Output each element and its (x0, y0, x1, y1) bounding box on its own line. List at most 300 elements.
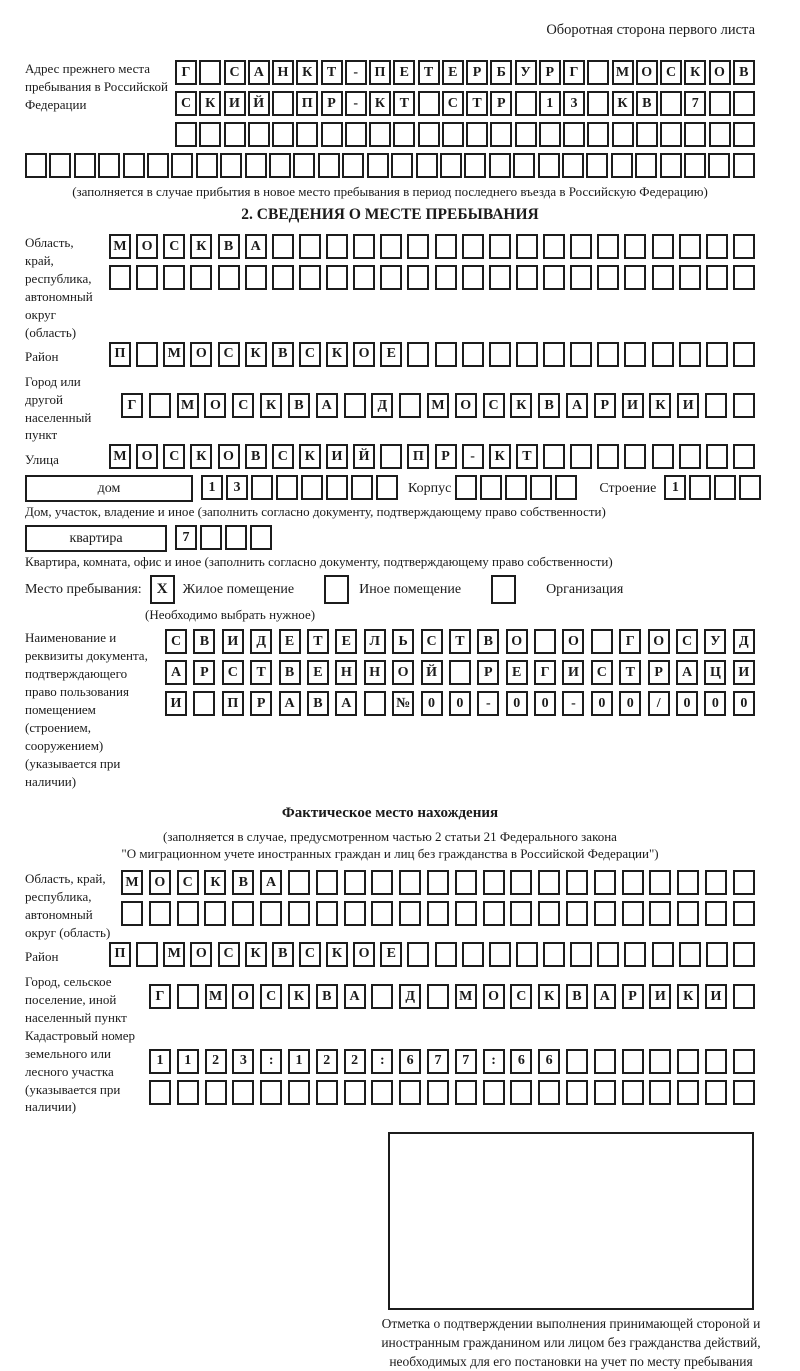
char-cell[interactable] (733, 984, 755, 1009)
char-cell[interactable]: Р (466, 60, 488, 85)
char-cell[interactable] (399, 901, 421, 926)
char-cell[interactable] (679, 265, 701, 290)
char-cell[interactable]: А (245, 234, 267, 259)
char-cell[interactable]: К (288, 984, 310, 1009)
char-cell[interactable]: Т (307, 629, 329, 654)
char-cell[interactable]: У (704, 629, 726, 654)
char-cell[interactable] (440, 153, 462, 178)
char-cell[interactable] (594, 1080, 616, 1105)
char-cell[interactable] (705, 393, 727, 418)
char-cell[interactable] (624, 265, 646, 290)
char-cell[interactable] (516, 342, 538, 367)
char-cell[interactable]: П (222, 691, 244, 716)
char-cell[interactable] (418, 91, 440, 116)
char-cell[interactable]: К (260, 393, 282, 418)
char-cell[interactable]: К (649, 393, 671, 418)
char-cell[interactable] (649, 1080, 671, 1105)
char-cell[interactable] (543, 444, 565, 469)
char-cell[interactable] (706, 342, 728, 367)
char-cell[interactable]: Б (490, 60, 512, 85)
char-cell[interactable]: М (427, 393, 449, 418)
char-cell[interactable] (435, 342, 457, 367)
char-cell[interactable] (624, 234, 646, 259)
char-cell[interactable]: 0 (449, 691, 471, 716)
char-cell[interactable]: М (455, 984, 477, 1009)
char-cell[interactable] (427, 984, 449, 1009)
char-cell[interactable] (123, 153, 145, 178)
char-cell[interactable]: С (218, 342, 240, 367)
char-cell[interactable] (199, 60, 221, 85)
char-cell[interactable]: Е (380, 342, 402, 367)
char-cell[interactable] (709, 122, 731, 147)
char-cell[interactable]: М (163, 342, 185, 367)
char-cell[interactable]: Е (380, 942, 402, 967)
char-cell[interactable]: 1 (149, 1049, 171, 1074)
char-cell[interactable]: - (462, 444, 484, 469)
char-cell[interactable] (245, 153, 267, 178)
char-cell[interactable] (399, 870, 421, 895)
char-cell[interactable] (705, 1080, 727, 1105)
char-cell[interactable]: П (369, 60, 391, 85)
char-cell[interactable] (321, 122, 343, 147)
char-cell[interactable]: А (316, 393, 338, 418)
char-cell[interactable] (393, 122, 415, 147)
char-cell[interactable] (449, 660, 471, 685)
char-cell[interactable] (248, 122, 270, 147)
char-cell[interactable] (489, 153, 511, 178)
char-cell[interactable] (705, 901, 727, 926)
char-cell[interactable] (677, 1049, 699, 1074)
char-cell[interactable] (483, 901, 505, 926)
char-cell[interactable] (371, 901, 393, 926)
char-cell[interactable] (121, 901, 143, 926)
char-cell[interactable]: О (149, 870, 171, 895)
char-cell[interactable] (555, 475, 577, 500)
char-cell[interactable] (98, 153, 120, 178)
char-cell[interactable]: О (190, 342, 212, 367)
char-cell[interactable]: Ц (704, 660, 726, 685)
char-cell[interactable]: О (190, 942, 212, 967)
char-cell[interactable]: - (477, 691, 499, 716)
char-cell[interactable] (539, 122, 561, 147)
char-cell[interactable]: И (326, 444, 348, 469)
char-cell[interactable]: М (177, 393, 199, 418)
char-cell[interactable]: 7 (684, 91, 706, 116)
char-cell[interactable] (652, 942, 674, 967)
char-cell[interactable] (326, 475, 348, 500)
char-cell[interactable] (455, 475, 477, 500)
char-cell[interactable]: О (709, 60, 731, 85)
char-cell[interactable]: 1 (664, 475, 686, 500)
char-cell[interactable] (149, 393, 171, 418)
char-cell[interactable] (677, 1080, 699, 1105)
char-cell[interactable] (562, 153, 584, 178)
char-cell[interactable]: С (510, 984, 532, 1009)
char-cell[interactable]: М (109, 444, 131, 469)
char-cell[interactable]: Т (466, 91, 488, 116)
char-cell[interactable]: - (562, 691, 584, 716)
char-cell[interactable] (318, 153, 340, 178)
char-cell[interactable]: Ь (392, 629, 414, 654)
char-cell[interactable] (489, 942, 511, 967)
char-cell[interactable] (427, 1080, 449, 1105)
char-cell[interactable] (733, 901, 755, 926)
char-cell[interactable] (530, 475, 552, 500)
char-cell[interactable]: О (218, 444, 240, 469)
char-cell[interactable] (466, 122, 488, 147)
char-cell[interactable] (225, 525, 247, 550)
char-cell[interactable]: Р (622, 984, 644, 1009)
char-cell[interactable] (371, 1080, 393, 1105)
char-cell[interactable]: 0 (421, 691, 443, 716)
char-cell[interactable]: И (677, 393, 699, 418)
char-cell[interactable] (591, 629, 613, 654)
char-cell[interactable]: О (562, 629, 584, 654)
char-cell[interactable] (272, 91, 294, 116)
char-cell[interactable]: П (407, 444, 429, 469)
stay-option-checkbox-residential[interactable]: X (150, 575, 175, 604)
char-cell[interactable] (407, 234, 429, 259)
char-cell[interactable] (196, 153, 218, 178)
char-cell[interactable] (326, 234, 348, 259)
char-cell[interactable]: Д (733, 629, 755, 654)
char-cell[interactable] (399, 1080, 421, 1105)
char-cell[interactable] (543, 342, 565, 367)
char-cell[interactable] (679, 444, 701, 469)
char-cell[interactable] (455, 901, 477, 926)
char-cell[interactable] (364, 691, 386, 716)
char-cell[interactable] (218, 265, 240, 290)
char-cell[interactable]: 7 (175, 525, 197, 550)
char-cell[interactable]: 0 (704, 691, 726, 716)
char-cell[interactable]: : (371, 1049, 393, 1074)
char-cell[interactable]: : (260, 1049, 282, 1074)
char-cell[interactable]: Г (619, 629, 641, 654)
char-cell[interactable]: У (515, 60, 537, 85)
char-cell[interactable]: Г (534, 660, 556, 685)
char-cell[interactable]: 0 (619, 691, 641, 716)
char-cell[interactable]: К (204, 870, 226, 895)
char-cell[interactable] (293, 153, 315, 178)
char-cell[interactable]: И (622, 393, 644, 418)
char-cell[interactable] (245, 265, 267, 290)
char-cell[interactable] (369, 122, 391, 147)
char-cell[interactable]: 2 (205, 1049, 227, 1074)
char-cell[interactable] (316, 1080, 338, 1105)
char-cell[interactable] (570, 342, 592, 367)
char-cell[interactable]: В (279, 660, 301, 685)
char-cell[interactable] (733, 234, 755, 259)
char-cell[interactable]: А (335, 691, 357, 716)
char-cell[interactable]: - (345, 91, 367, 116)
char-cell[interactable] (739, 475, 761, 500)
char-cell[interactable] (462, 234, 484, 259)
char-cell[interactable] (407, 342, 429, 367)
char-cell[interactable]: С (163, 444, 185, 469)
char-cell[interactable] (269, 153, 291, 178)
char-cell[interactable] (427, 901, 449, 926)
char-cell[interactable]: 1 (539, 91, 561, 116)
char-cell[interactable]: 7 (427, 1049, 449, 1074)
char-cell[interactable]: К (245, 942, 267, 967)
char-cell[interactable]: С (175, 91, 197, 116)
char-cell[interactable] (25, 153, 47, 178)
char-cell[interactable] (177, 1080, 199, 1105)
char-cell[interactable] (353, 265, 375, 290)
char-cell[interactable]: К (326, 342, 348, 367)
char-cell[interactable] (272, 234, 294, 259)
char-cell[interactable] (351, 475, 373, 500)
char-cell[interactable] (563, 122, 585, 147)
char-cell[interactable]: О (483, 984, 505, 1009)
char-cell[interactable]: В (538, 393, 560, 418)
char-cell[interactable]: Т (516, 444, 538, 469)
char-cell[interactable] (570, 234, 592, 259)
char-cell[interactable] (516, 234, 538, 259)
char-cell[interactable] (435, 942, 457, 967)
char-cell[interactable] (455, 870, 477, 895)
char-cell[interactable]: Е (307, 660, 329, 685)
char-cell[interactable]: Й (353, 444, 375, 469)
char-cell[interactable]: К (199, 91, 221, 116)
char-cell[interactable]: П (109, 942, 131, 967)
char-cell[interactable]: В (733, 60, 755, 85)
char-cell[interactable]: Е (335, 629, 357, 654)
char-cell[interactable]: Й (248, 91, 270, 116)
char-cell[interactable]: 0 (534, 691, 556, 716)
char-cell[interactable] (288, 870, 310, 895)
char-cell[interactable]: Т (393, 91, 415, 116)
char-cell[interactable] (684, 122, 706, 147)
char-cell[interactable]: 0 (591, 691, 613, 716)
char-cell[interactable] (288, 901, 310, 926)
char-cell[interactable] (483, 1080, 505, 1105)
char-cell[interactable] (587, 122, 609, 147)
char-cell[interactable]: П (109, 342, 131, 367)
char-cell[interactable]: В (566, 984, 588, 1009)
char-cell[interactable]: М (121, 870, 143, 895)
char-cell[interactable] (538, 901, 560, 926)
char-cell[interactable] (649, 870, 671, 895)
char-cell[interactable]: Е (442, 60, 464, 85)
char-cell[interactable]: Р (250, 691, 272, 716)
char-cell[interactable]: О (455, 393, 477, 418)
char-cell[interactable] (705, 1049, 727, 1074)
char-cell[interactable] (367, 153, 389, 178)
char-cell[interactable]: 3 (232, 1049, 254, 1074)
char-cell[interactable] (288, 1080, 310, 1105)
char-cell[interactable] (684, 153, 706, 178)
char-cell[interactable]: 6 (538, 1049, 560, 1074)
char-cell[interactable] (538, 153, 560, 178)
char-cell[interactable]: Н (335, 660, 357, 685)
char-cell[interactable] (232, 1080, 254, 1105)
char-cell[interactable]: К (489, 444, 511, 469)
char-cell[interactable] (624, 942, 646, 967)
char-cell[interactable]: С (222, 660, 244, 685)
char-cell[interactable]: А (260, 870, 282, 895)
char-cell[interactable] (199, 122, 221, 147)
char-cell[interactable] (232, 901, 254, 926)
char-cell[interactable]: В (272, 342, 294, 367)
char-cell[interactable] (371, 984, 393, 1009)
char-cell[interactable] (149, 1080, 171, 1105)
char-cell[interactable] (505, 475, 527, 500)
char-cell[interactable] (570, 444, 592, 469)
char-cell[interactable]: Е (279, 629, 301, 654)
char-cell[interactable] (543, 265, 565, 290)
char-cell[interactable]: С (272, 444, 294, 469)
char-cell[interactable]: С (165, 629, 187, 654)
char-cell[interactable] (566, 870, 588, 895)
char-cell[interactable] (733, 265, 755, 290)
char-cell[interactable] (149, 901, 171, 926)
char-cell[interactable]: 0 (676, 691, 698, 716)
char-cell[interactable] (272, 265, 294, 290)
char-cell[interactable] (136, 265, 158, 290)
char-cell[interactable] (733, 342, 755, 367)
char-cell[interactable] (260, 1080, 282, 1105)
char-cell[interactable] (316, 870, 338, 895)
char-cell[interactable] (344, 870, 366, 895)
char-cell[interactable]: Л (364, 629, 386, 654)
char-cell[interactable] (483, 870, 505, 895)
char-cell[interactable]: 3 (563, 91, 585, 116)
char-cell[interactable]: Т (449, 629, 471, 654)
char-cell[interactable]: В (316, 984, 338, 1009)
char-cell[interactable] (611, 153, 633, 178)
char-cell[interactable]: С (676, 629, 698, 654)
char-cell[interactable]: : (483, 1049, 505, 1074)
char-cell[interactable]: К (296, 60, 318, 85)
char-cell[interactable]: К (684, 60, 706, 85)
char-cell[interactable]: Р (490, 91, 512, 116)
char-cell[interactable]: К (326, 942, 348, 967)
char-cell[interactable] (652, 265, 674, 290)
char-cell[interactable]: К (510, 393, 532, 418)
char-cell[interactable] (190, 265, 212, 290)
char-cell[interactable]: Е (506, 660, 528, 685)
char-cell[interactable]: В (245, 444, 267, 469)
char-cell[interactable]: О (353, 942, 375, 967)
char-cell[interactable]: Т (321, 60, 343, 85)
char-cell[interactable]: С (177, 870, 199, 895)
char-cell[interactable]: К (538, 984, 560, 1009)
char-cell[interactable]: В (232, 870, 254, 895)
char-cell[interactable]: В (288, 393, 310, 418)
char-cell[interactable] (534, 629, 556, 654)
char-cell[interactable] (376, 475, 398, 500)
char-cell[interactable]: 6 (510, 1049, 532, 1074)
char-cell[interactable]: И (733, 660, 755, 685)
char-cell[interactable] (566, 1049, 588, 1074)
char-cell[interactable] (435, 265, 457, 290)
char-cell[interactable] (516, 942, 538, 967)
char-cell[interactable] (147, 153, 169, 178)
char-cell[interactable]: Р (193, 660, 215, 685)
char-cell[interactable] (516, 265, 538, 290)
char-cell[interactable]: 1 (288, 1049, 310, 1074)
char-cell[interactable] (510, 870, 532, 895)
char-cell[interactable] (416, 153, 438, 178)
char-cell[interactable]: / (648, 691, 670, 716)
char-cell[interactable] (510, 901, 532, 926)
char-cell[interactable] (442, 122, 464, 147)
char-cell[interactable] (380, 234, 402, 259)
char-cell[interactable] (427, 870, 449, 895)
char-cell[interactable] (594, 1049, 616, 1074)
char-cell[interactable]: Й (421, 660, 443, 685)
char-cell[interactable] (706, 265, 728, 290)
char-cell[interactable] (705, 870, 727, 895)
char-cell[interactable] (109, 265, 131, 290)
char-cell[interactable] (515, 91, 537, 116)
char-cell[interactable] (689, 475, 711, 500)
char-cell[interactable] (353, 234, 375, 259)
char-cell[interactable] (418, 122, 440, 147)
char-cell[interactable] (462, 942, 484, 967)
char-cell[interactable] (733, 1049, 755, 1074)
char-cell[interactable] (193, 691, 215, 716)
char-cell[interactable] (733, 91, 755, 116)
char-cell[interactable]: В (193, 629, 215, 654)
char-cell[interactable]: О (204, 393, 226, 418)
char-cell[interactable] (326, 265, 348, 290)
char-cell[interactable]: С (299, 942, 321, 967)
char-cell[interactable] (455, 1080, 477, 1105)
char-cell[interactable]: К (190, 234, 212, 259)
char-cell[interactable]: А (594, 984, 616, 1009)
char-cell[interactable]: С (224, 60, 246, 85)
char-cell[interactable]: 0 (733, 691, 755, 716)
char-cell[interactable]: Г (175, 60, 197, 85)
char-cell[interactable]: К (190, 444, 212, 469)
char-cell[interactable] (624, 342, 646, 367)
char-cell[interactable]: О (648, 629, 670, 654)
char-cell[interactable]: И (705, 984, 727, 1009)
char-cell[interactable] (612, 122, 634, 147)
char-cell[interactable]: - (345, 60, 367, 85)
char-cell[interactable] (399, 393, 421, 418)
char-cell[interactable]: О (392, 660, 414, 685)
char-cell[interactable] (177, 984, 199, 1009)
char-cell[interactable]: О (136, 444, 158, 469)
char-cell[interactable] (733, 444, 755, 469)
char-cell[interactable] (624, 444, 646, 469)
char-cell[interactable]: Р (321, 91, 343, 116)
char-cell[interactable] (733, 393, 755, 418)
char-cell[interactable] (299, 234, 321, 259)
char-cell[interactable]: Н (364, 660, 386, 685)
char-cell[interactable] (276, 475, 298, 500)
char-cell[interactable] (566, 901, 588, 926)
char-cell[interactable]: С (232, 393, 254, 418)
char-cell[interactable]: 2 (316, 1049, 338, 1074)
char-cell[interactable] (136, 342, 158, 367)
char-cell[interactable] (407, 942, 429, 967)
char-cell[interactable] (594, 901, 616, 926)
char-cell[interactable] (49, 153, 71, 178)
char-cell[interactable] (391, 153, 413, 178)
char-cell[interactable]: 1 (201, 475, 223, 500)
char-cell[interactable] (464, 153, 486, 178)
stay-option-checkbox-organization[interactable] (491, 575, 516, 604)
char-cell[interactable] (660, 122, 682, 147)
char-cell[interactable]: А (344, 984, 366, 1009)
char-cell[interactable] (136, 942, 158, 967)
char-cell[interactable] (538, 1080, 560, 1105)
char-cell[interactable]: В (307, 691, 329, 716)
